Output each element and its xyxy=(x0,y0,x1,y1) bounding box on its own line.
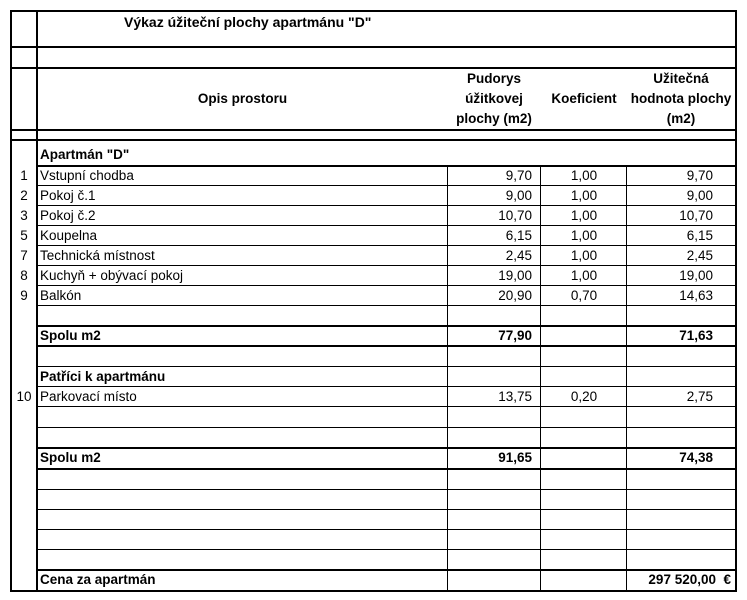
row-useful: 14,63 xyxy=(679,288,713,303)
page-title: Výkaz úžiteční plochy apartmánu "D" xyxy=(124,14,372,30)
line-title-bottom xyxy=(10,46,737,48)
row-name: Pokoj č.1 xyxy=(40,188,96,203)
border-right xyxy=(735,10,737,592)
line-total2-bottom xyxy=(36,468,737,470)
row-useful: 10,70 xyxy=(679,208,713,223)
section1-label: Apartmán "D" xyxy=(40,147,130,162)
row-useful: 9,00 xyxy=(686,188,713,203)
row-index: 7 xyxy=(20,248,28,263)
row-coef: 1,00 xyxy=(570,228,598,243)
row-name: Kuchyň + obývací pokoj xyxy=(40,268,183,283)
price-label: Cena za apartmán xyxy=(40,572,156,587)
row-area: 13,75 xyxy=(498,389,532,404)
line-r17 xyxy=(36,489,737,490)
section2-label: Patříci k apartmánu xyxy=(40,369,166,384)
header-floor-area xyxy=(448,69,540,129)
row-name: Parkovací místo xyxy=(40,389,137,404)
row-index: 10 xyxy=(16,389,32,404)
row-name: Koupelna xyxy=(40,228,98,243)
row-area: 19,00 xyxy=(498,268,532,283)
header-floor-area-line3: plochy (m2) xyxy=(456,111,532,126)
row-area: 9,00 xyxy=(505,188,532,203)
row-area: 9,70 xyxy=(505,168,532,183)
row-name: Pokoj č.2 xyxy=(40,208,96,223)
row-coef: 1,00 xyxy=(570,208,598,223)
row-coef: 1,00 xyxy=(570,168,598,183)
price-value: 297 520,00 € xyxy=(648,572,731,587)
row-index: 9 xyxy=(20,288,28,303)
total1-area: 77,90 xyxy=(498,328,532,343)
row-area: 6,15 xyxy=(505,228,532,243)
header-useful-area xyxy=(627,69,735,129)
border-top xyxy=(10,10,737,12)
row-index: 2 xyxy=(20,188,28,203)
total2-area: 91,65 xyxy=(498,450,532,465)
total2-label: Spolu m2 xyxy=(40,450,101,465)
row-index: 8 xyxy=(20,268,28,283)
line-header-bottom xyxy=(10,129,737,131)
border-bottom xyxy=(10,590,737,592)
row-name: Vstupní chodba xyxy=(40,168,134,183)
row-index: 3 xyxy=(20,208,28,223)
row-coef: 0,20 xyxy=(570,389,598,404)
row-coef: 0,70 xyxy=(570,288,598,303)
row-coef: 1,00 xyxy=(570,248,598,263)
row-index: 1 xyxy=(20,168,28,183)
row-useful: 2,45 xyxy=(686,248,713,263)
total2-useful: 74,38 xyxy=(679,450,713,465)
row-useful: 19,00 xyxy=(679,268,713,283)
header-floor-area-line2: úžitkovej xyxy=(465,91,523,106)
row-coef: 1,00 xyxy=(570,268,598,283)
row-useful: 2,75 xyxy=(686,389,713,404)
line-r18 xyxy=(36,509,737,510)
header-coefficient: Koeficient xyxy=(551,91,617,106)
line-r14 xyxy=(36,427,737,428)
line-r19 xyxy=(36,529,737,530)
row-coef: 1,00 xyxy=(570,188,598,203)
header-useful-area-line1: Užitečná xyxy=(653,71,709,86)
line-spacer-bottom xyxy=(10,139,737,141)
header-useful-area-line2: hodnota plochy xyxy=(630,91,732,106)
row-index: 5 xyxy=(20,228,28,243)
row-area: 2,45 xyxy=(505,248,532,263)
header-floor-area-line1: Pudorys xyxy=(466,71,521,86)
row-useful: 9,70 xyxy=(686,168,713,183)
total1-label: Spolu m2 xyxy=(40,328,101,343)
header-useful-area-line3: (m2) xyxy=(666,111,696,126)
row-name: Technická místnost xyxy=(40,248,155,263)
line-r20 xyxy=(36,549,737,550)
row-name: Balkón xyxy=(40,288,82,303)
total1-useful: 71,63 xyxy=(679,328,713,343)
row-area: 10,70 xyxy=(498,208,532,223)
row-area: 20,90 xyxy=(498,288,532,303)
header-description: Opis prostoru xyxy=(197,91,288,106)
row-useful: 6,15 xyxy=(686,228,713,243)
